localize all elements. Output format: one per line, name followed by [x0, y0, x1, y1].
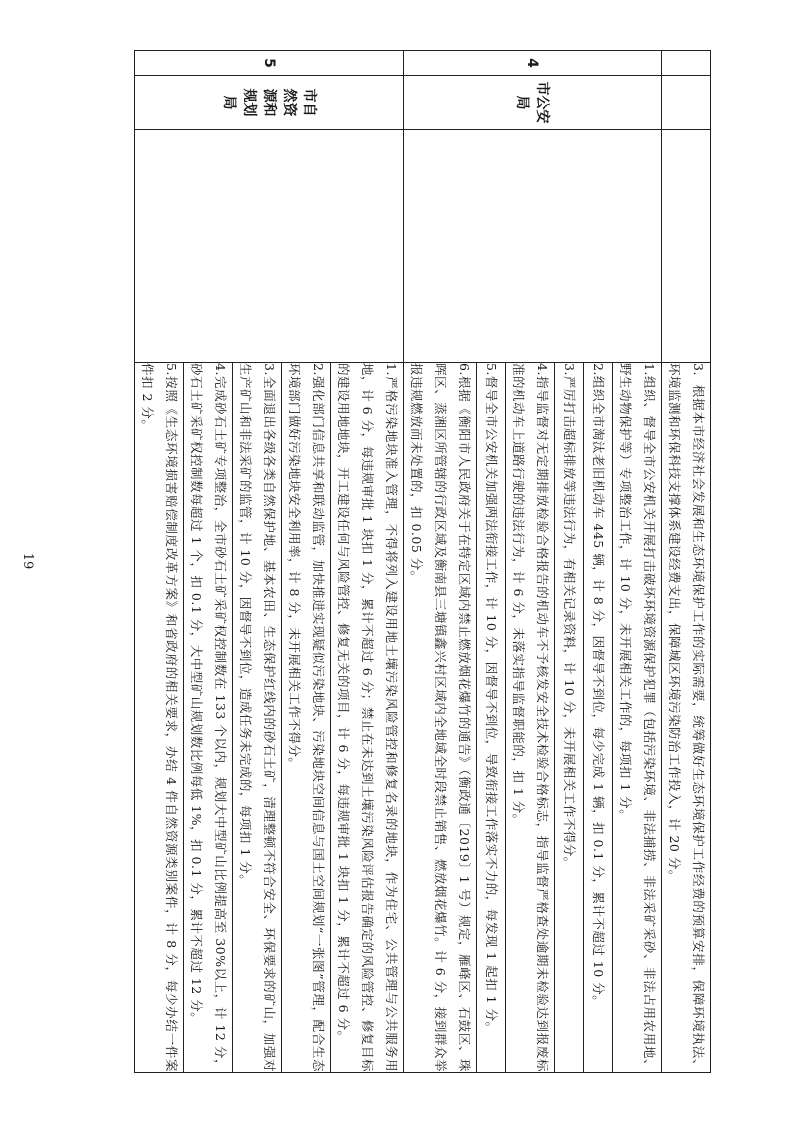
- assessment-table: [134, 50, 711, 1073]
- page-number: 19: [20, 552, 35, 570]
- table-row: [331, 51, 404, 1073]
- row-number: 4: [404, 51, 662, 76]
- blank-cell: [404, 130, 662, 363]
- criteria-item: 2.组织全市淘汰老旧机动车 445 辆，计 8 分，因督导不到位，每少完成 1 辆，扣 0.1 分，累计不超过 10 分。: [584, 363, 613, 1073]
- table-row: [613, 51, 662, 1073]
- criteria-item: 4.指导监督对无定期排放检验合格报告的机动车不予核发安全技术检验合格标志，指导监督严格查处逾期未检验达到报废标准的机动车上道路行驶的违法行为，计 6 分，未落实指导监督职能的，扣 1 分。: [506, 363, 555, 1073]
- criteria-item: 3.严厉打击超标排放等违法行为，有相关记录资料，计 10 分，未开展相关工作不得分。: [555, 363, 584, 1073]
- table-row: [662, 51, 711, 1073]
- criteria-item: 6.根据《衡阳市人民政府关于在特定区域内禁止燃放烟花爆竹的通告》（衡政通〔2019〕1 号）规定，雁峰区、石鼓区、珠晖区、蒸湘区所管辖的行政区域及衡南县三塘镇鑫兴村区域内全地域全时段禁止销售、燃放烟花爆竹。计 6 分，接到群众举报违规燃放而未处置的，扣 0.05 分。: [404, 363, 477, 1073]
- department-name: 市公安局: [514, 81, 551, 124]
- criteria-item: 5.按照《生态环境损害赔偿制度改革方案》和省政府的相关要求，办结 4 件自然资源类别案件，计 8 分，每少办结一件案件扣 2 分。: [135, 363, 184, 1073]
- criteria-item: 3.全面退出各级各类自然保护地、基本农田、生态保护红线内的砂石土矿，清理整顿不符合安全、环保要求的矿山，加强对生产矿山和非法采矿的监管，计 10 分，因督导不到位，造成任务未完成的，每项扣 1 分。: [233, 363, 282, 1073]
- blank-cell: [662, 130, 711, 363]
- criteria-item: 4.完成砂石土矿专项整治，全市砂石土矿采矿权控制数在 133 个以内，规划大中型矿山比例提高至 30%以上，计 12 分，砂石土矿采矿权控制数每超过 1 个，扣 0.1 分，大中型矿山规划数比例每低 1%，扣 0.1 分，累计不超过 12 分。: [184, 363, 233, 1073]
- criteria-item: 2.强化部门信息共享和联动监管，加快推进实现疑似污染地块、污染地块空间信息与国土空间规划“一张图”管理，配合生态环境部门做好污染地块安全利用率，计 8 分，未开展相关工作不得分。: [282, 363, 331, 1073]
- department-cell: [404, 76, 662, 130]
- row-number: [662, 51, 711, 76]
- criteria-item: 1.组织、督导全市公安机关开展打击破坏环境资源保护犯罪（包括污染环境、非法捕捞、非法采矿采砂、非法占用农用地、野生动物保护等）专项整治工作，计 10 分，未开展相关工作的，每项扣 1 分。: [613, 363, 662, 1073]
- blank-cell: [135, 130, 404, 363]
- department-cell: [662, 76, 711, 130]
- department-cell: [135, 76, 404, 130]
- criteria-item: 5.督导全市公安机关加强两法衔接工作，计 10 分，因督导不到位，导致衔接工作落实不力的，每发现 1 起扣 1 分。: [477, 363, 506, 1073]
- criteria-item: 3．根据本市经济社会发展和生态环境保护工作的实际需要，统筹做好生态环境保护工作经费的预算安排，保障环境执法、环境监测和环保科技支撑体系建设经费支出，保障城区环境污染防治工作投入，计 20 分。: [662, 363, 711, 1073]
- criteria-item: 1.严格污染地块准入管理，不得将列入建设用地土壤污染风险管控和修复名录的地块，作为住宅、公共管理与公共服务用地，计 6 分，每违规审批 1 块扣 1 分，累计不超过 6 分；禁止在未达到土壤污染风险评估报告确定的风险管控、修复目标的建设用地地块，开工建设任何与风险管控、修复无关的项目，计 6 分，每违规审批 1 块扣 1 分，累计不超过 6 分。: [331, 363, 404, 1073]
- department-name: 市自然资源和规划局: [221, 88, 317, 117]
- row-number: 5: [135, 51, 404, 76]
